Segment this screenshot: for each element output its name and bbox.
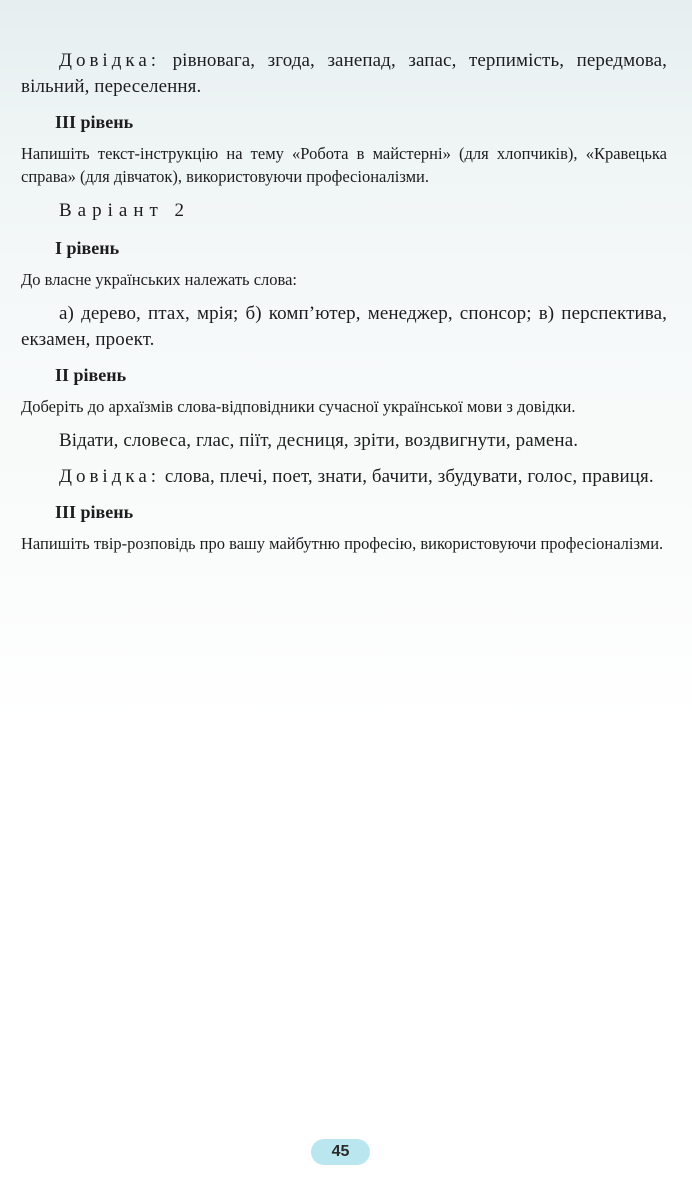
reference-paragraph — [21, 48, 667, 100]
native-words-paragraph: До власне українських належать слова: — [21, 270, 297, 289]
variant-heading: Варіант 2 — [59, 200, 191, 221]
reference-label: Довідка: — [59, 50, 161, 71]
essay-task-paragraph: Напишіть твір-розповідь про вашу майбутню професію, використовуючи професіоналізми. — [21, 534, 664, 553]
reference-text: рівновага, згода, занепад, запас, терпимість, передмова, вільний, переселення. — [21, 50, 667, 97]
archaisms-list-paragraph: Відати, словеса, глас, піїт, десниця, зріти, воздвигнути, рамена. — [59, 430, 579, 451]
level-1-heading: I рівень — [55, 238, 120, 258]
level-3-heading-2: III рівень — [55, 502, 134, 522]
level-3-heading: III рівень — [55, 112, 134, 132]
reference-label-2: Довідка: — [59, 466, 161, 487]
page-content — [21, 48, 667, 565]
archaisms-task-paragraph: Доберіть до архаїзмів слова-відповідники сучасної української мови з довідки. — [21, 397, 576, 416]
reference-text-2: слова, плечі, поет, знати, бачити, збудувати, голос, правиця. — [160, 466, 654, 487]
word-options-paragraph: а) дерево, птах, мрія; б) комп’ютер, менеджер, спонсор; в) перспектива, екзамен, проект. — [21, 303, 667, 350]
page-number-badge: 45 — [311, 1139, 370, 1165]
level-2-heading: II рівень — [55, 365, 127, 385]
task-instruction-paragraph: Напишіть текст-інструкцію на тему «Робота в майстерні» (для хлопчиків), «Кравецька справа» (для дівчаток), використовуючи професіоналізми. — [21, 144, 667, 186]
reference-paragraph-2 — [21, 464, 667, 490]
